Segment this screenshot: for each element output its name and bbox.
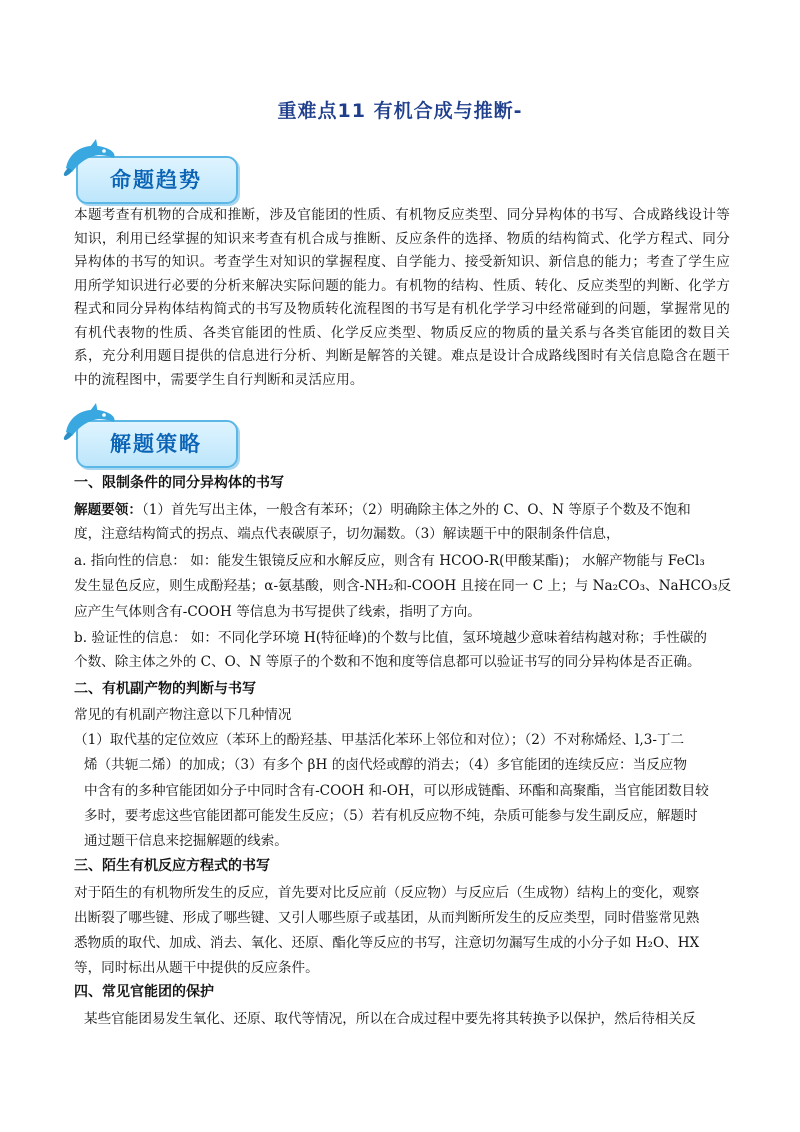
- key-label: 解题要领：: [74, 502, 142, 518]
- section-banner-strategy: [60, 402, 242, 474]
- section-banner-trend: [60, 138, 242, 210]
- text-line: 度，注意结构简式的拐点、端点代表碳原子，切勿漏数。（3）解读题干中的限制条件信息，: [74, 526, 620, 542]
- text-line: 应产生气体则含有-COOH 等信息为书写提供了线索，指明了方向。: [74, 604, 481, 620]
- intro-paragraph: 本题考查有机物的合成和推断，涉及官能团的性质、有机物反应类型、同分异构体的书写、合成路线设计等知识，利用已经掌握的知识来考查有机合成与推断、反应条件的选择、物质的结构简式、化学方程式、同分异构体的书写的知识。考查学生对知识的掌握程度、自学能力、接受新知识、新信息的能力；考查了学生应用所学知识进行必要的分析来解决实际问题的能力。有机物的结构、性质、转化、反应类型的判断、化学方程式和同分异构体结构简式的书写及物质转化流程图的书写是有机化学学习中经常碰到的问题，掌握常见的有机代表物的性质、各类官能团的性质、化学反应类型、物质反应的物质的量关系与各类官能团的数目关系，充分利用题目提供的信息进行分析、判断是解答的关键。难点是设计合成路线图时有关信息隐含在题干中的流程图中，需要学生自行判断和灵活应用。: [74, 207, 730, 388]
- text-line: a. 指向性的信息： 如：能发生银镜反应和水解反应，则含有 HCOO-R(甲酸某酯)； 水解产物能与 FeCl₃: [74, 553, 705, 569]
- text-line: [74, 498, 734, 518]
- text-line: 多时，要考虑这些官能团都可能发生反应；（5）若有机反应物不纯，杂质可能参与发生副反应，解题时: [84, 808, 698, 824]
- section-heading-byproducts: 二、有机副产物的判断与书写: [74, 681, 256, 697]
- page-title: 重难点11 有机合成与推断-: [277, 100, 523, 122]
- text-line: 悉物质的取代、加成、消去、氧化、还原、酯化等反应的书写，注意切勿漏写生成的小分子如 H₂O、HX: [74, 935, 700, 951]
- text-line: 出断裂了哪些键、形成了哪些键、又引人哪些原子或基团，从而判断所发生的反应类型，同时借鉴常见熟: [74, 910, 700, 926]
- text-line: 某些官能团易发生氧化、还原、取代等情况，所以在合成过程中要先将其转换予以保护，然后待相关反: [84, 1011, 696, 1027]
- section-heading-equations: 三、陌生有机反应方程式的书写: [74, 858, 270, 874]
- text-line: b. 验证性的信息： 如：不同化学环境 H(特征峰)的个数与比值，氢环境越少意味着结构越对称；手性碳的: [74, 630, 707, 646]
- section-heading-protection: 四、常见官能团的保护: [74, 984, 214, 1000]
- text-line: （1）取代基的定位效应（苯环上的酚羟基、甲基活化苯环上邻位和对位）；（2）不对称烯烃、l,3-丁二: [74, 732, 685, 748]
- text-line: 发生显色反应，则生成酚羟基；α-氨基酸，则含-NH₂和-COOH 且接在同一 C 上；与 Na₂CO₃、NaHCO₃反: [74, 578, 732, 594]
- text-line: 通过题干信息来挖掘解题的线索。: [84, 833, 288, 849]
- text-line: 中含有的多种官能团如分子中同时含有-COOH 和-OH，可以形成链酯、环酯和高聚酯，当官能团数目较: [84, 783, 709, 799]
- text-span: （1）首先写出主体，一般含有苯环；（2）明确除主体之外的 C、O、N 等原子个数及不饱和: [141, 502, 691, 518]
- text-line: 等，同时标出从题干中提供的反应条件。: [74, 960, 319, 976]
- banner-label: 命题趋势: [110, 168, 202, 192]
- section-heading-isomers: 一、限制条件的同分异构体的书写: [74, 475, 284, 491]
- banner-label: 解题策略: [110, 432, 202, 456]
- text-line: 烯（共轭二烯）的加成；（3）有多个 βH 的卤代烃或醇的消去；（4）多官能团的连续反应：当反应物: [84, 757, 687, 773]
- text-line: 常见的有机副产物注意以下几种情况: [74, 707, 292, 723]
- text-line: 对于陌生的有机物所发生的反应，首先要对比反应前（反应物）与反应后（生成物）结构上的变化，观察: [74, 885, 700, 901]
- text-line: 个数、除主体之外的 C、O、N 等原子的个数和不饱和度等信息都可以验证书写的同分异构体是否正确。: [74, 654, 701, 670]
